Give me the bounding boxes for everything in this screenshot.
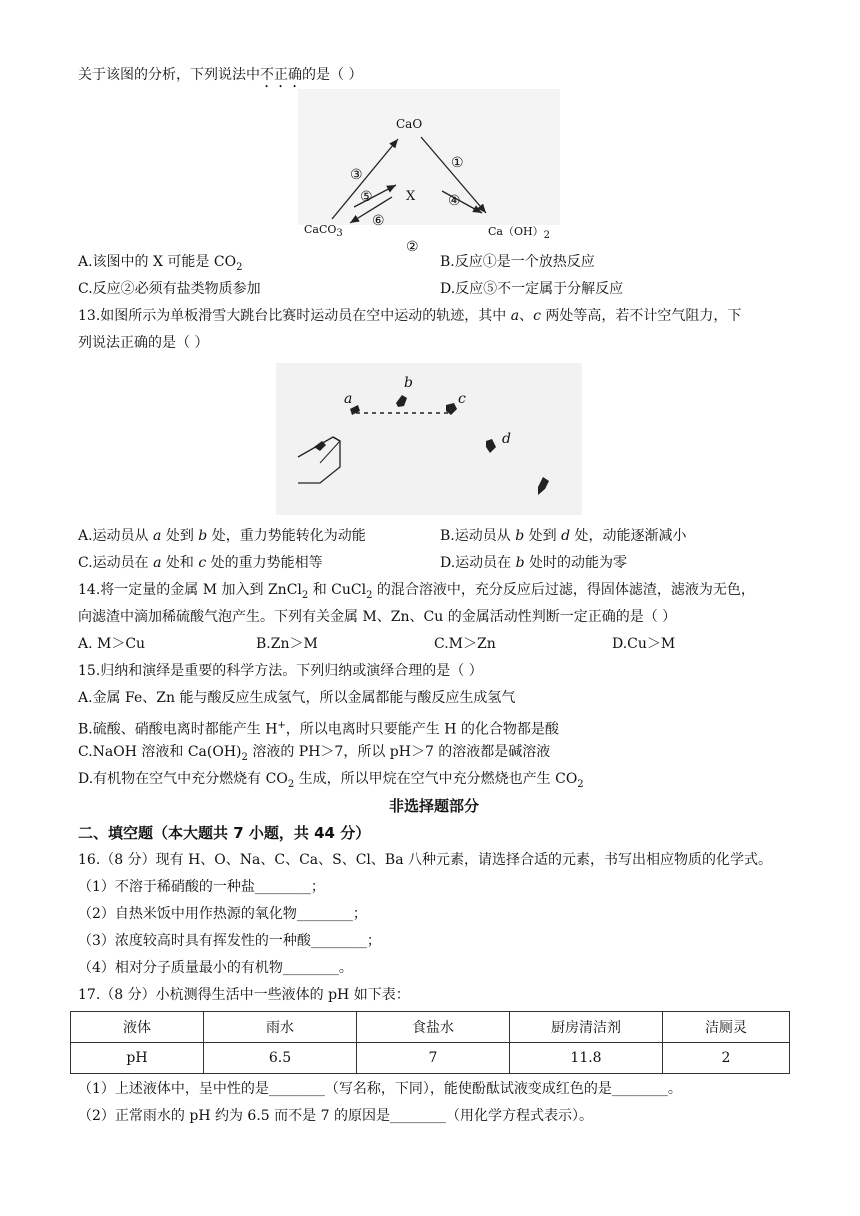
q12-options-ab <box>78 249 790 276</box>
table-cell: 洁厕灵 <box>663 1012 790 1043</box>
option-d: D.Cu＞M <box>612 636 676 652</box>
exam-page <box>78 62 790 1130</box>
table-cell: pH <box>71 1043 204 1074</box>
q13-options-cd <box>78 550 790 577</box>
label-n5: ⑤ <box>360 189 373 205</box>
table-cell: 食盐水 <box>357 1012 510 1043</box>
label-caco3: CaCO$_3$ <box>304 223 343 240</box>
label-n2: ② <box>406 239 419 255</box>
option-c: C.反应②必须有盐类物质参加 <box>78 281 261 297</box>
q12-options-cd <box>78 276 790 303</box>
table-cell: 7 <box>357 1043 510 1074</box>
diagram-background <box>298 89 560 225</box>
q12-cycle-diagram <box>78 89 790 255</box>
q12-stem: 关于该图的分析，下列说法中不正确的是（ ） <box>78 67 363 83</box>
table-cell: 雨水 <box>204 1012 357 1043</box>
q13-options-ab <box>78 523 790 550</box>
q17-sub2: （2）正常雨水的 pH 约为 6.5 而不是 7 的原因是________（用化学方程式表示）。 <box>78 1108 593 1124</box>
label-c: c <box>458 391 466 407</box>
q13-stem-line1: 13.如图所示为单板滑雪大跳台比赛时运动员在空中运动的轨迹，其中 a、c 两处等高，若不计空气阻力，下 <box>78 308 742 324</box>
label-d: d <box>502 431 511 447</box>
option-b: B.运动员从 b 处到 d 处，动能逐渐减小 <box>440 528 687 544</box>
emphasis-text: 不正确 <box>260 67 302 83</box>
part2-title: 二、填空题（本大题共 7 小题，共 44 分） <box>78 824 371 842</box>
q16-sub3: （3）浓度较高时具有挥发性的一种酸________； <box>78 933 381 949</box>
section-title: 非选择题部分 <box>388 797 479 815</box>
table-cell: 厨房清洁剂 <box>510 1012 663 1043</box>
label-x: X <box>406 189 416 204</box>
q14-stem-line2: 向滤渣中滴加稀硫酸气泡产生。下列有关金属 M、Zn、Cu 的金属活动性判断一定正确的是（ ） <box>78 609 677 625</box>
option-d: D.运动员在 b 处时的动能为零 <box>440 555 628 571</box>
figure-background <box>276 363 582 515</box>
q15-option-a: A.金属 Fe、Zn 能与酸反应生成氢气，所以金属都能与酸反应生成氢气 <box>78 690 516 706</box>
q13-stem-line2: 列说法正确的是（ ） <box>78 335 209 351</box>
q16-sub1: （1）不溶于稀硝酸的一种盐________； <box>78 879 325 895</box>
q16-stem: 16.（8 分）现有 H、O、Na、C、Ca、S、Cl、Ba 八种元素，请选择合适的元素，书写出相应物质的化学式。 <box>78 852 772 868</box>
q15-option-c: C.NaOH 溶液和 $Ca(OH)_2$ 溶液的 PH＞7，所以 pH＞7 的溶液都是碱溶液 <box>78 744 551 763</box>
option-d: D.反应⑤不一定属于分解反应 <box>440 281 624 297</box>
q13-ski-jump-figure <box>78 359 790 519</box>
table-cell: 11.8 <box>510 1043 663 1074</box>
q17-stem: 17.（8 分）小杭测得生活中一些液体的 pH 如下表： <box>78 987 410 1003</box>
q17-sub1: （1）上述液体中，呈中性的是________（写名称，下同），能使酚酞试液变成红色的是________。 <box>78 1081 682 1097</box>
ph-table <box>70 1011 790 1074</box>
label-cao: CaO <box>396 117 423 131</box>
q15-option-b: B.硫酸、硝酸电离时都能产生 H+，所以电离时只要能产生 H 的化合物都是酸 <box>78 720 559 738</box>
table-header-row <box>71 1012 790 1043</box>
q15-option-d: D.有机物在空气中充分燃烧有 $CO_2$ 生成，所以甲烷在空气中充分燃烧也产生 $CO_2$ <box>78 771 584 790</box>
option-c: C.运动员在 a 处和 c 处的重力势能相等 <box>78 555 323 571</box>
q16-sub4: （4）相对分子质量最小的有机物________。 <box>78 960 353 976</box>
table-cell: 2 <box>663 1043 790 1074</box>
option-c: C.M＞Zn <box>434 636 496 652</box>
table-cell: 液体 <box>71 1012 204 1043</box>
label-b: b <box>404 375 413 391</box>
label-n4: ④ <box>448 193 461 209</box>
label-n1: ① <box>451 155 464 171</box>
label-n3: ③ <box>350 167 363 183</box>
label-n6: ⑥ <box>372 213 385 229</box>
label-a: a <box>344 391 353 407</box>
q16-sub2: （2）自热米饭中用作热源的氧化物________； <box>78 906 367 922</box>
q15-stem: 15.归纳和演绎是重要的科学方法。下列归纳或演绎合理的是（ ） <box>78 663 483 679</box>
option-a: A. M＞Cu <box>78 636 146 652</box>
q14-stem-line1: 14.将一定量的金属 M 加入到 ZnCl$_2$ 和 CuCl$_2$ 的混合溶液中，充分反应后过滤，得固体滤渣，滤液为无色， <box>78 582 755 601</box>
table-row <box>71 1043 790 1074</box>
option-b: B.Zn＞M <box>256 636 318 652</box>
label-caoh2: $Ca(OH)_2$ <box>488 225 550 242</box>
option-a: A.该图中的 X 可能是 $CO_2$ <box>78 254 243 273</box>
q14-options <box>78 631 790 658</box>
table-cell: 6.5 <box>204 1043 357 1074</box>
option-a: A.运动员从 a 处到 b 处，重力势能转化为动能 <box>78 528 366 544</box>
option-b: B.反应①是一个放热反应 <box>440 254 595 270</box>
